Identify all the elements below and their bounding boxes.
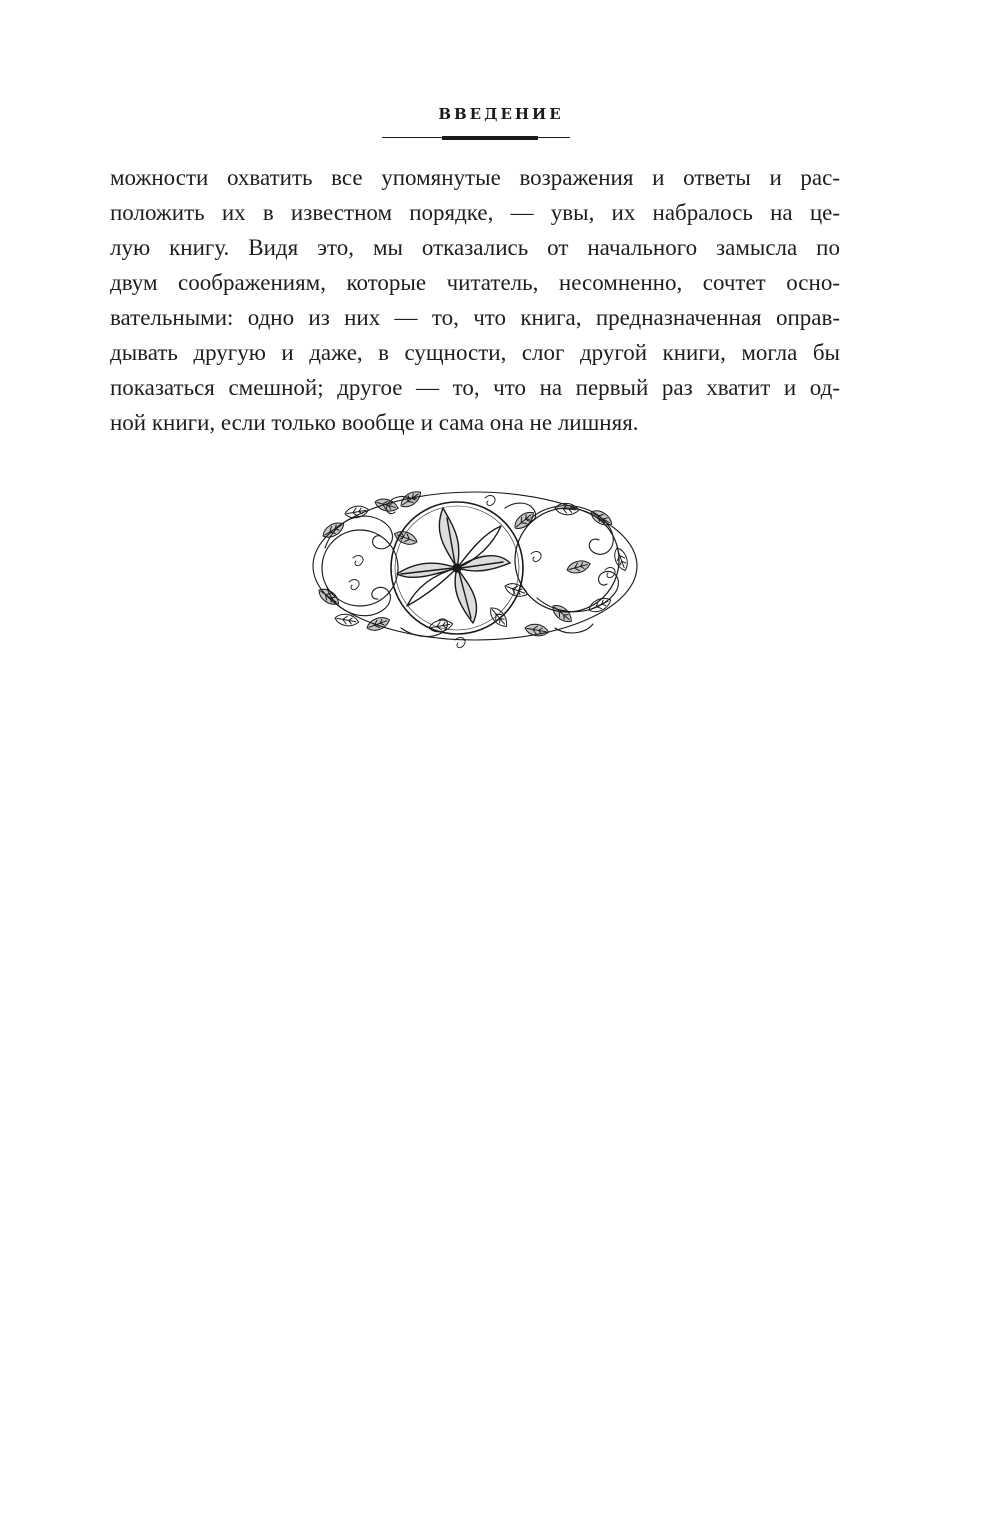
body-text — [110, 160, 840, 440]
text-line: можности охватить все упомянутые возражения и ответы и рас- — [110, 165, 840, 190]
text-line: дывать другую и даже, в сущности, слог другой книги, могла бы — [110, 340, 840, 365]
text-line: двум соображениям, которые читатель, несомненно, сочтет осно- — [110, 270, 840, 295]
text-line: ной книги, если только вообще и сама она не лишняя. — [110, 410, 639, 435]
floral-vignette-icon — [305, 478, 645, 658]
text-line: положить их в известном порядке, — увы, их набралось на це- — [110, 200, 840, 225]
text-line: вательными: одно из них — то, что книга, предназначенная оправ- — [110, 305, 840, 330]
text-line: лую книгу. Видя это, мы отказались от начального замысла по — [110, 235, 840, 260]
text-line: показаться смешной; другое — то, что на первый раз хватит и од- — [110, 375, 840, 400]
running-head-rule-bar — [442, 136, 538, 140]
running-head-title: ВВЕДЕНИЕ — [438, 105, 564, 123]
